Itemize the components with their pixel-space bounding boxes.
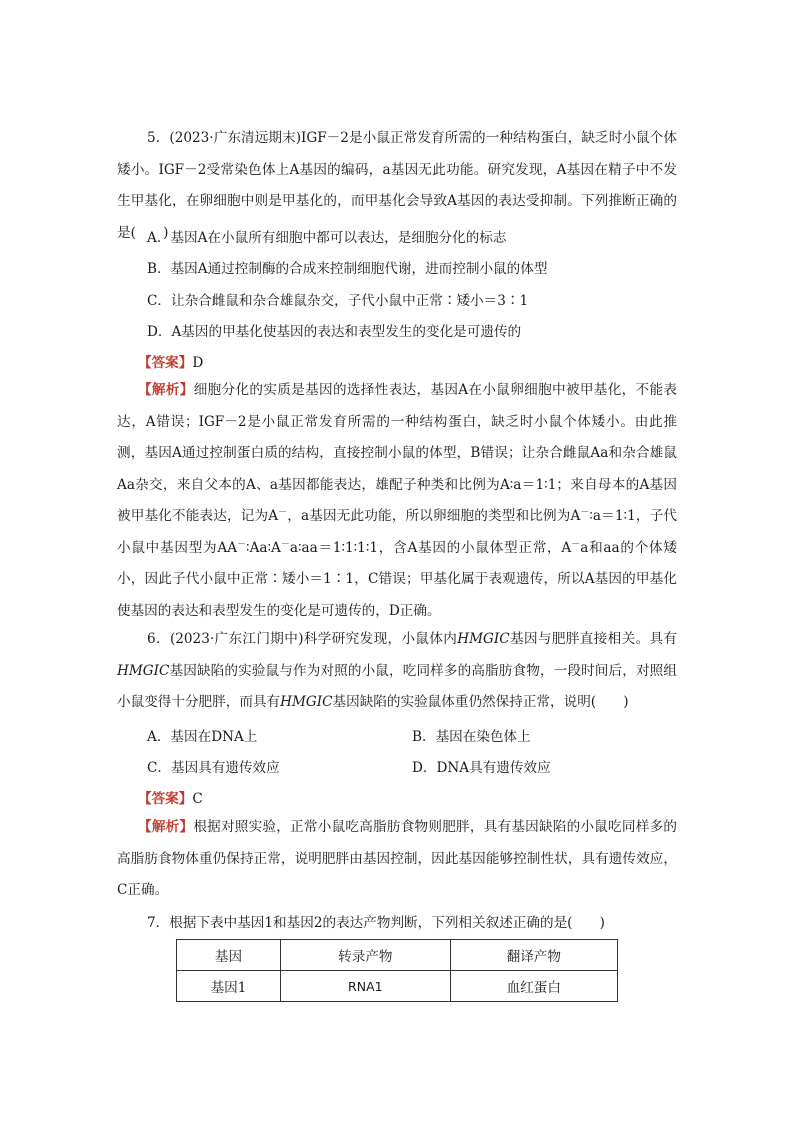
superscript-minus: － bbox=[237, 538, 247, 549]
q6-analysis bbox=[117, 812, 677, 907]
q5-option-c: C．让杂合雌鼠和杂合雄鼠杂交，子代小鼠中正常∶矮小＝3∶1 bbox=[147, 293, 529, 309]
q5-option-a: A．基因A在小鼠所有细胞中都可以表达，是细胞分化的标志 bbox=[147, 230, 507, 246]
answer-value: D bbox=[192, 355, 204, 371]
analysis-tag: 【解析】 bbox=[138, 819, 194, 835]
q6-stem-text: 基因缺陷的实验鼠与作为对照的小鼠，吃同样多的高脂肪食物，一段时间后，对照组小鼠变得十分肥胖，而具有 bbox=[117, 662, 677, 710]
q5-answer bbox=[138, 353, 203, 373]
gene-name: HMGIC bbox=[280, 694, 333, 710]
superscript-minus: － bbox=[571, 538, 581, 549]
superscript-minus: － bbox=[280, 538, 290, 549]
analysis-text: 细胞分化的实质是基因的选择性表达，基因A在小鼠卵细胞中被甲基化，不能表达，A错误；IGF－2是小鼠正常发育所需的一种结构蛋白，缺乏时小鼠个体矮小。由此推测，基因A通过控制蛋白质的结构，直接控制小鼠的体型，B错误；让杂合雌鼠Aa和杂合雄鼠Aa杂交，来自父本的A、a基因都能表达，雄配子种类和比例为A∶a＝1∶1；来自母本的A基因被甲基化不能表达，记为A bbox=[117, 382, 677, 524]
q7-stem: 7．根据下表中基因1和基因2的表达产物判断，下列相关叙述正确的是( ) bbox=[147, 915, 605, 931]
table-row bbox=[177, 971, 618, 1002]
gene-name: HMGIC bbox=[117, 662, 170, 679]
q5-option-b: B．基因A通过控制酶的合成来控制细胞代谢，进而控制小鼠的体型 bbox=[147, 261, 548, 277]
q6-option-d: D．DNA具有遗传效应 bbox=[412, 760, 551, 776]
analysis-text: ，a基因无此功能，所以卵细胞的类型和比例为A bbox=[287, 508, 581, 524]
q5-option-d: D．A基因的甲基化使基因的表达和表型发生的变化是可遗传的 bbox=[147, 324, 522, 340]
table-cell: 血红蛋白 bbox=[450, 971, 617, 1002]
analysis-tag: 【解析】 bbox=[138, 382, 194, 398]
analysis-text: a和aa的个体矮小，因此子代小鼠中正常∶矮小＝1∶1，C错误；甲基化属于表观遗传，所以A基因的甲基化使基因的表达和表型发生的变化是可遗传的，D正确。 bbox=[117, 539, 677, 619]
table-header-cell: 基因 bbox=[177, 940, 281, 971]
q6-stem-text: 6．(2023·广东江门期中)科学研究发现，小鼠体内 bbox=[147, 631, 458, 647]
table-header-cell: 翻译产物 bbox=[450, 940, 617, 971]
answer-value: C bbox=[192, 791, 203, 807]
superscript-minus: － bbox=[278, 507, 288, 518]
q5-analysis bbox=[117, 375, 677, 627]
analysis-text: ∶a＝1∶1，子代小鼠中基因型为AA bbox=[117, 508, 677, 556]
q6-stem bbox=[117, 624, 677, 719]
table-cell: 基因1 bbox=[177, 971, 281, 1002]
answer-tag: 【答案】 bbox=[138, 355, 193, 371]
superscript-minus: － bbox=[580, 507, 590, 518]
analysis-text: ∶Aa∶A bbox=[246, 539, 281, 556]
gene-name: HMGIC bbox=[457, 631, 510, 647]
q6-option-b: B．基因在染色体上 bbox=[412, 729, 531, 745]
analysis-text: a∶aa＝1∶1∶1∶1，含A基因的小鼠体型正常，A bbox=[289, 539, 572, 556]
q5-stem: 5．(2023·广东清远期末)IGF－2是小鼠正常发育所需的一种结构蛋白，缺乏时小鼠个体矮小。IGF－2受常染色体上A基因的编码，a基因无此功能。研究发现，A基因在精子中不发生甲基化，在卵细胞中则是甲基化的，而甲基化会导致A基因的表达受抑制。下列推断正确的是( ) bbox=[117, 130, 677, 241]
q6-stem-text: 基因缺陷的实验鼠体重仍然保持正常，说明( ) bbox=[332, 694, 629, 710]
table-header-cell: 转录产物 bbox=[281, 940, 451, 971]
q6-answer bbox=[138, 789, 203, 809]
table-cell: RNA1 bbox=[281, 971, 451, 1002]
q6-option-a: A．基因在DNA上 bbox=[147, 729, 258, 745]
table-header-row bbox=[177, 940, 618, 971]
q6-stem-text: 基因与肥胖直接相关。具有 bbox=[509, 631, 678, 647]
analysis-text: 根据对照实验，正常小鼠吃高脂肪食物则肥胖，具有基因缺陷的小鼠吃同样多的高脂肪食物体重仍保持正常，说明肥胖由基因控制，因此基因能够控制性状，具有遗传效应，C正确。 bbox=[117, 819, 678, 898]
answer-tag: 【答案】 bbox=[138, 791, 193, 807]
gene-expression-table bbox=[176, 939, 618, 1002]
q6-option-c: C．基因具有遗传效应 bbox=[147, 760, 280, 776]
